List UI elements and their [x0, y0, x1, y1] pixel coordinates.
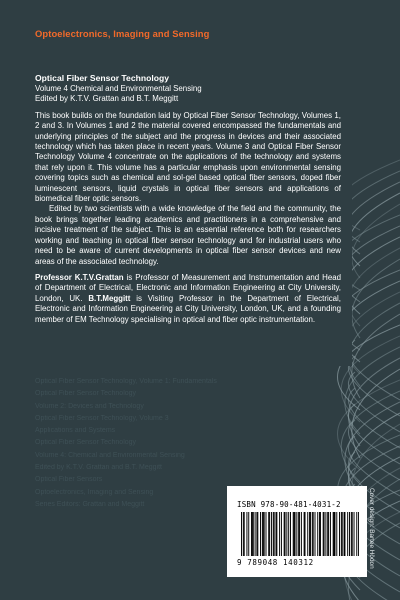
barcode-bar — [296, 512, 297, 556]
cover-credit: Cover design: Bartee Hödon — [368, 488, 375, 569]
editor-name-grattan: Professor K.T.V.Grattan — [35, 272, 124, 282]
series-list-item: Series Editors: Grattan and Meggitt — [35, 500, 145, 508]
barcode-bar — [271, 512, 272, 556]
barcode-bar — [293, 512, 294, 556]
series-list-item: Optical Fiber Sensor Technology, Volume 1: Fundamentals — [35, 378, 217, 385]
barcode-bar — [274, 512, 275, 556]
barcode-bar — [334, 512, 335, 556]
series-list-item: Optical Fiber Sensors — [35, 476, 103, 484]
barcode-bar — [295, 512, 296, 556]
barcode-bar — [344, 512, 345, 556]
editor-biographies — [35, 273, 341, 325]
editor-bio-grattan: is Professor of Measurement and Instrumentation and Head of Department of Electrical, Electronic and Information Engineering at City University, London, UK. — [35, 272, 342, 303]
barcode-bar — [268, 512, 269, 556]
barcode-bar — [307, 512, 308, 556]
series-list-item: Optical Fiber Sensor Technology — [35, 439, 137, 447]
series-list-item: Optical Fiber Sensor Technology — [35, 390, 137, 398]
barcode-bar — [358, 512, 359, 556]
barcode-bar — [294, 512, 295, 556]
barcode-bar — [336, 512, 337, 556]
description-paragraph-2: Edited by two scientists with a wide knowledge of the field and the community, the book brings together leading academics and practitioners in a comprehensive and incisive treatment of the subject. This is an essential reference both for researchers working and teaching in optical fiber sensor technology and for industrial users who need to be aware of current developments in optical fiber sensor devices and new areas of the associated technology. — [35, 204, 341, 266]
barcode-bar — [260, 512, 261, 556]
editor-bio-meggitt: is Visiting Professor in the Department of Electrical, Electronic and Information Engineering at City University, London, UK, and a founding member of EM Technology specialising in optical and fiber optic instrumentation. — [35, 293, 342, 324]
description-block — [35, 73, 341, 325]
barcode-bar — [276, 512, 277, 556]
barcode-bar — [341, 512, 342, 556]
barcode-bar — [246, 512, 247, 556]
barcode-bar — [256, 512, 257, 556]
series-list-item: Optical Fiber Sensor Technology, Volume 3 — [35, 414, 169, 422]
isbn-number: ISBN 978-90-481-4031-2 — [237, 500, 341, 509]
barcode-bar — [263, 512, 264, 556]
barcode-bar — [290, 512, 291, 556]
barcode-bar — [305, 512, 306, 556]
barcode-bar — [351, 512, 352, 556]
barcode-bar — [313, 512, 314, 556]
barcode-bar — [301, 512, 302, 556]
barcode-bar — [330, 512, 331, 556]
barcode-bar — [273, 512, 274, 556]
barcode-bar — [266, 512, 267, 556]
barcode-bar — [241, 512, 242, 556]
barcode-bar — [339, 512, 340, 556]
barcode-bar — [342, 512, 343, 556]
editor-name-meggitt: B.T.Meggitt — [88, 293, 131, 303]
description-paragraph-1: This book builds on the foundation laid by Optical Fiber Sensor Technology, Volumes 1, 2 and 3. In Volumes 1 and 2 the material covered encompassed the fundamentals and underlying principles of the subject and the progress in devices and their associated technology which has taken place in recent years. Volume 3 and Optical Fiber Sensor Technology Volume 4 concentrate on the applications of the technology and systems that rely upon it. This volume has a particular emphasis upon environmental sensing covering topics such as chemical and sol-gel based optical fiber sensors, doped fiber luminescent sensors, liquid crystals in optical fiber sensors and applications of biomedical fiber optic sensors. — [35, 110, 341, 204]
barcode-bar — [310, 512, 311, 556]
barcode-label — [227, 486, 367, 577]
barcode-bar — [347, 512, 348, 556]
barcode-bar — [334, 512, 335, 556]
volume-subtitle: Volume 4 Chemical and Environmental Sensing — [35, 84, 202, 93]
barcode-bars — [241, 512, 359, 556]
barcode-bar — [257, 512, 258, 556]
barcode-bar — [356, 512, 357, 556]
barcode-bar — [288, 512, 289, 556]
barcode-bar — [354, 512, 355, 556]
barcode-bar — [281, 512, 282, 556]
editors-line: Edited by K.T.V. Grattan and B.T. Meggitt — [35, 94, 179, 104]
barcode-bar — [298, 512, 299, 556]
barcode-bar — [323, 512, 324, 556]
barcode-bar — [251, 512, 252, 556]
barcode-bar — [299, 512, 300, 556]
barcode-bar — [243, 512, 244, 556]
series-list-item: Volume 4: Chemical and Environmental Sensing — [35, 451, 185, 459]
barcode-bar — [264, 512, 265, 556]
series-list-item: Volume 2: Devices and Technology — [35, 402, 144, 410]
barcode-bar — [325, 512, 326, 556]
barcode-bar — [333, 512, 334, 556]
barcode-bar — [327, 512, 328, 556]
series-list-item: Optoelectronics, Imaging and Sensing — [35, 488, 154, 496]
barcode-bar — [315, 512, 316, 556]
barcode-bar — [285, 512, 286, 556]
barcode-bar — [349, 512, 350, 556]
barcode-bar — [317, 512, 318, 556]
barcode-bar — [244, 512, 245, 556]
barcode-bar — [304, 512, 305, 556]
series-list-item: Edited by K.T.V. Grattan and B.T. Meggitt — [35, 464, 162, 472]
barcode-bar — [269, 512, 270, 556]
barcode-bar — [284, 512, 285, 556]
barcode-bar — [279, 512, 280, 556]
barcode-bar — [252, 512, 253, 556]
barcode-bar — [286, 512, 287, 556]
barcode-bar — [262, 512, 263, 556]
barcode-bar — [255, 512, 256, 556]
barcode-bar — [320, 512, 321, 556]
series-title: Optoelectronics, Imaging and Sensing — [35, 28, 210, 39]
series-list-item: Applications and Systems — [35, 427, 116, 435]
barcode-bar — [309, 512, 310, 556]
book-title: Optical Fiber Sensor Technology — [35, 73, 170, 83]
barcode-bar — [248, 512, 249, 556]
barcode-bar — [275, 512, 276, 556]
barcode-bar — [344, 512, 345, 556]
barcode-bar — [319, 512, 320, 556]
barcode-bar — [352, 512, 353, 556]
barcode-bar — [253, 512, 254, 556]
barcode-bar — [312, 512, 313, 556]
barcode-bar — [328, 512, 329, 556]
barcode-bar — [324, 512, 325, 556]
barcode-digits: 9 789048 140312 — [237, 558, 314, 567]
